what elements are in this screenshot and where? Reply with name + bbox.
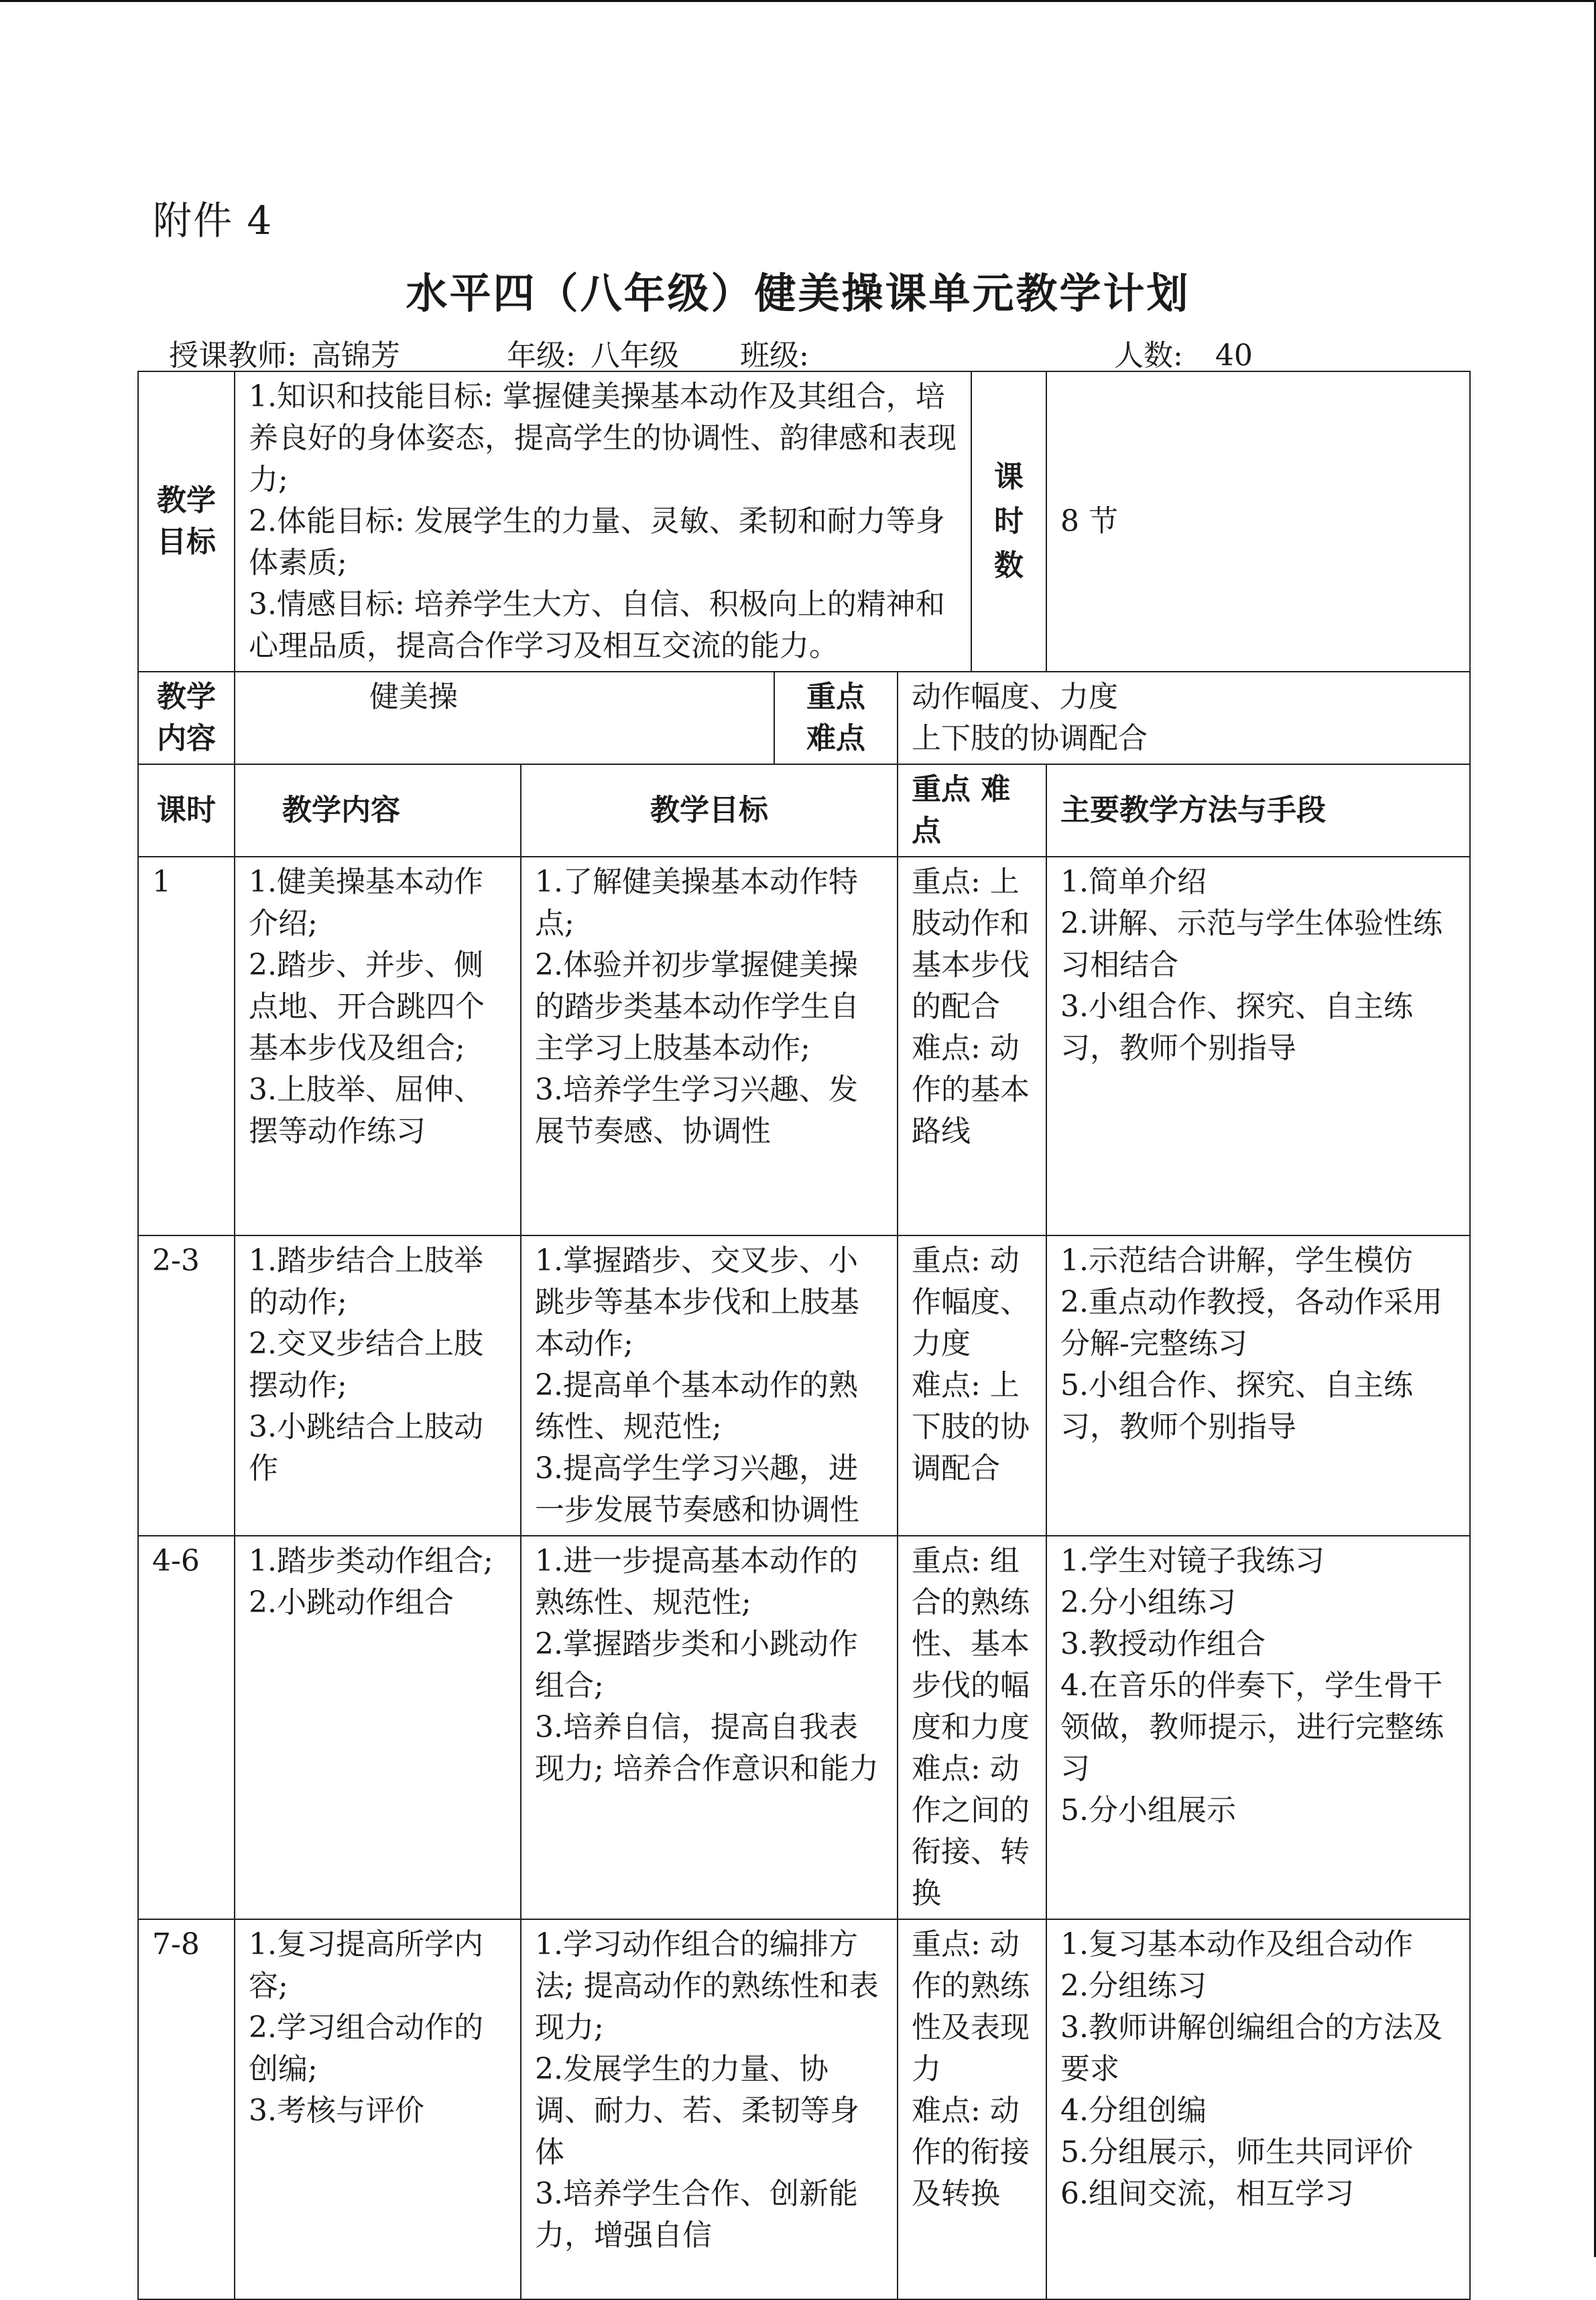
class-info bbox=[740, 331, 824, 374]
content-label: 教学 内容 bbox=[138, 672, 235, 764]
goal-emotion: 3.情感目标: 培养学生大方、自信、积极向上的精神和心理品质，提高合作学习及相互交流的能力。 bbox=[249, 587, 945, 663]
key-cell: 重点: 组合的熟练性、基本步伐的幅度和力度 难点: 动作之间的衔接、转换 bbox=[898, 1536, 1046, 1919]
count-value: 40 bbox=[1215, 339, 1253, 373]
key-cell: 重点: 动作幅度、力度 难点: 上下肢的协调配合 bbox=[898, 1235, 1046, 1536]
column-header-row bbox=[138, 764, 1470, 857]
objectives-cell: 1.进一步提高基本动作的熟练性、规范性; 2.掌握踏步类和小跳动作组合; 3.培养自信，提高自我表现力; 培养合作意识和能力 bbox=[521, 1536, 898, 1919]
attachment-label: 附件 4 bbox=[153, 198, 273, 243]
content-cell: 1.复习提高所学内容; 2.学习组合动作的创编; 3.考核与评价 bbox=[235, 1919, 521, 2299]
objectives-cell: 1.掌握踏步、交叉步、小跳步等基本步伐和上肢基本动作; 2.提高单个基本动作的熟练性、规范性; 3.提高学生学习兴趣，进一步发展节奏感和协调性 bbox=[521, 1235, 898, 1536]
class-label: 班级: bbox=[740, 339, 809, 373]
table-row bbox=[138, 857, 1470, 1235]
content-cell: 1.踏步结合上肢举的动作; 2.交叉步结合上肢摆动作; 3.小跳结合上肢动作 bbox=[235, 1235, 521, 1536]
teaching-plan-table bbox=[137, 371, 1471, 2300]
hours-value: 8 节 bbox=[1046, 371, 1470, 672]
objectives-cell: 1.了解健美操基本动作特点; 2.体验并初步掌握健美操的踏步类基本动作学生自主学习上肢基本动作; 3.培养学生学习兴趣、发展节奏感、协调性 bbox=[521, 857, 898, 1235]
methods-cell: 1.学生对镜子我练习 2.分小组练习 3.教授动作组合 4.在音乐的伴奏下，学生骨干领做，教师提示，进行完整练习 5.分小组展示 bbox=[1046, 1536, 1470, 1919]
header-objectives: 教学目标 bbox=[521, 764, 898, 857]
grade-label: 年级: bbox=[507, 339, 576, 373]
grade-value: 八年级 bbox=[590, 339, 679, 373]
period-cell: 7-8 bbox=[138, 1919, 235, 2299]
key-cell: 重点: 上肢动作和基本步伐的配合 难点: 动作的基本路线 bbox=[898, 857, 1046, 1235]
page-top-edge bbox=[0, 0, 1596, 2]
goals-row bbox=[138, 371, 1470, 672]
content-cell: 1.健美操基本动作介绍; 2.踏步、并步、侧点地、开合跳四个基本步伐及组合; 3.上肢举、屈伸、摆等动作练习 bbox=[235, 857, 521, 1235]
grade-info bbox=[507, 331, 679, 374]
period-cell: 4-6 bbox=[138, 1536, 235, 1919]
teacher-label: 授课教师: bbox=[169, 339, 297, 373]
table-row bbox=[138, 1536, 1470, 1919]
methods-cell: 1.示范结合讲解，学生模仿 2.重点动作教授，各动作采用分解-完整练习 5.小组合作、探究、自主练习，教师个别指导 bbox=[1046, 1235, 1470, 1536]
content-value: 健美操 bbox=[235, 672, 774, 764]
content-row bbox=[138, 672, 1470, 764]
goal-knowledge: 1.知识和技能目标: 掌握健美操基本动作及其组合，培养良好的身体姿态，提高学生的协调性、韵律感和表现力; bbox=[249, 379, 957, 497]
count-label: 人数: bbox=[1114, 339, 1183, 373]
objectives-cell: 1.学习动作组合的编排方法; 提高动作的熟练性和表现力; 2.发展学生的力量、协调、耐力、若、柔韧等身体 3.培养学生合作、创新能力，增强自信 bbox=[521, 1919, 898, 2299]
content-cell: 1.踏步类动作组合; 2.小跳动作组合 bbox=[235, 1536, 521, 1919]
goals-text bbox=[235, 371, 971, 672]
table-row bbox=[138, 1919, 1470, 2299]
header-methods: 主要教学方法与手段 bbox=[1046, 764, 1470, 857]
methods-cell: 1.简单介绍 2.讲解、示范与学生体验性练习相结合 3.小组合作、探究、自主练习，教师个别指导 bbox=[1046, 857, 1470, 1235]
page-title: 水平四（八年级）健美操课单元教学计划 bbox=[406, 269, 1190, 318]
key-difficulty-label: 重点 难点 bbox=[774, 672, 898, 764]
header-key-points: 重点 难点 bbox=[898, 764, 1046, 857]
period-cell: 2-3 bbox=[138, 1235, 235, 1536]
teacher-info bbox=[169, 331, 400, 374]
hours-label: 课 时 数 bbox=[971, 371, 1046, 672]
goals-label: 教学 目标 bbox=[138, 371, 235, 672]
header-content: 教学内容 bbox=[235, 764, 521, 857]
header-period: 课时 bbox=[138, 764, 235, 857]
period-cell: 1 bbox=[138, 857, 235, 1235]
teacher-name: 高锦芳 bbox=[311, 339, 400, 373]
table-row bbox=[138, 1235, 1470, 1536]
key-cell: 重点: 动作的熟练性及表现力 难点: 动作的衔接及转换 bbox=[898, 1919, 1046, 2299]
key-difficulty-value: 动作幅度、力度 上下肢的协调配合 bbox=[898, 672, 1470, 764]
methods-cell: 1.复习基本动作及组合动作 2.分组练习 3.教师讲解创编组合的方法及要求 4.分组创编 5.分组展示，师生共同评价 6.组间交流，相互学习 bbox=[1046, 1919, 1470, 2299]
student-count-info bbox=[1114, 331, 1253, 374]
goal-fitness: 2.体能目标: 发展学生的力量、灵敏、柔韧和耐力等身体素质; bbox=[249, 504, 945, 580]
